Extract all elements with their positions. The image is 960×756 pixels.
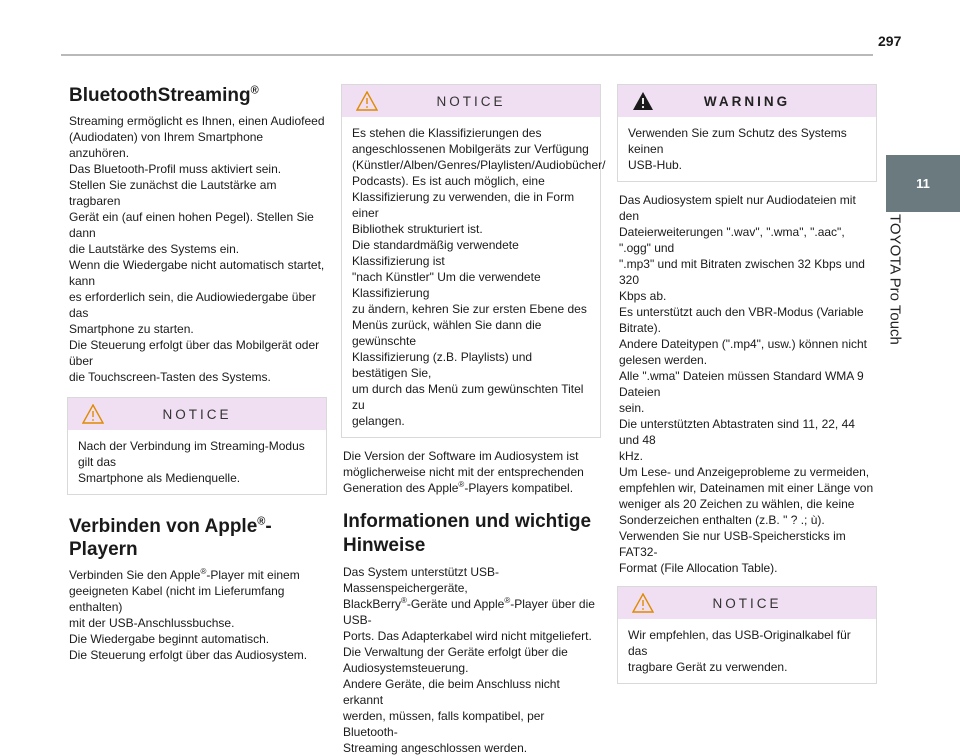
notice-body — [68, 430, 326, 494]
paragraph-software-version — [341, 448, 599, 496]
text-line: USB-Hub. — [628, 158, 683, 172]
text-line: Wir empfehlen, das USB-Originalkabel für das — [628, 628, 851, 658]
chapter-tab[interactable] — [886, 155, 960, 212]
text-line: Audiosystemsteuerung. — [343, 661, 469, 675]
warning-box-usb-hub — [617, 84, 877, 182]
text-line: es erforderlich sein, die Audiowiedergabe über das — [69, 290, 316, 320]
text-line: mit der USB-Anschlussbuchse. — [69, 616, 235, 630]
notice-box-streaming — [67, 397, 327, 495]
text-line: Stellen Sie zunächst die Lautstärke am tragbaren — [69, 178, 277, 208]
warning-label: WARNING — [703, 93, 791, 109]
text-line: Gerät ein (auf einen hohen Pegel). Stellen Sie dann — [69, 210, 314, 240]
notice-header — [618, 587, 876, 619]
text-line: geeigneten Kabel (nicht im Lieferumfang enthalten) — [69, 584, 285, 614]
text-line: zu ändern, kehren Sie zur ersten Ebene des — [352, 302, 587, 316]
text-line: Alle ".wma" Dateien müssen Standard WMA 9 Dateien — [619, 369, 864, 399]
text-line: Bibliothek strukturiert ist. — [352, 222, 483, 236]
text-line: kHz. — [619, 449, 643, 463]
text-line: Es stehen die Klassifizierungen des — [352, 126, 542, 140]
text-line: Die Verwaltung der Geräte erfolgt über die — [343, 645, 568, 659]
text-line: werden, müssen, falls kompatibel, per Bluetooth- — [343, 709, 545, 739]
text-line: Verwenden Sie nur USB-Speichersticks im FAT32- — [619, 529, 846, 559]
notice-header — [342, 85, 600, 117]
text-line: Die Version der Software im Audiosystem ist — [343, 449, 579, 463]
text-line: möglicherweise nicht mit der entsprechenden — [343, 465, 584, 479]
text-line: Klassifizierung zu verwenden, die in Form einer — [352, 190, 575, 220]
column-1 — [67, 80, 325, 663]
text-line: um durch das Menü zum gewünschten Titel zu — [352, 382, 584, 412]
text-line: gelesen werden. — [619, 353, 708, 367]
text-line: Klassifizierung (z.B. Playlists) und bestätigen Sie, — [352, 350, 533, 380]
text-line: Um Lese- und Anzeigeprobleme zu vermeiden, — [619, 465, 870, 479]
text-line: (Audiodaten) von Ihrem Smartphone anzuhören. — [69, 130, 264, 160]
text-line: Andere Geräte, die beim Anschluss nicht erkannt — [343, 677, 560, 707]
text-line: Format (File Allocation Table). — [619, 561, 778, 575]
notice-body — [618, 619, 876, 683]
text-line: Smartphone zu starten. — [69, 322, 194, 336]
paragraph-usb-devices — [341, 564, 599, 756]
notice-label: NOTICE — [436, 93, 506, 109]
text-line: empfehlen wir, Dateinamen mit einer Länge von — [619, 481, 874, 495]
text-line: Podcasts). Es ist auch möglich, eine — [352, 174, 545, 188]
text-line: Nach der Verbindung im Streaming-Modus gilt das — [78, 439, 305, 469]
text-line: (Künstler/Alben/Genres/Playlisten/Audiobücher/ — [352, 158, 606, 172]
text-line: Smartphone als Medienquelle. — [78, 471, 241, 485]
text-line: Die unterstützten Abtastraten sind 11, 22, 44 und 48 — [619, 417, 855, 447]
heading-information — [343, 510, 599, 558]
notice-box-classification — [341, 84, 606, 438]
text-line: die Touchscreen-Tasten des Systems. — [69, 370, 271, 384]
text-line: Kbps ab. — [619, 289, 667, 303]
warning-triangle-icon — [82, 404, 104, 424]
warning-body — [618, 117, 876, 181]
chapter-number: 11 — [916, 176, 930, 191]
warning-header — [618, 85, 876, 117]
text-line: Wenn die Wiedergabe nicht automatisch startet, kann — [69, 258, 325, 288]
notice-header — [68, 398, 326, 430]
text-line: gelangen. — [352, 414, 405, 428]
header-rule — [61, 54, 873, 56]
paragraph-audio-formats — [617, 192, 875, 576]
text-line: Streaming angeschlossen werden. — [343, 741, 528, 755]
page-number: 297 — [878, 33, 902, 49]
text-line: tragbare Gerät zu verwenden. — [628, 660, 788, 674]
paragraph-bluetooth-streaming — [67, 113, 325, 385]
notice-label: NOTICE — [162, 406, 232, 422]
text-line: Streaming ermöglicht es Ihnen, einen Audiofeed — [69, 114, 325, 128]
text-line: BlackBerry®-Geräte und Apple®-Player über die USB- — [343, 596, 595, 627]
text-line: Generation des Apple®-Players kompatibel. — [343, 480, 574, 495]
text-line: Ports. Das Adapterkabel wird nicht mitgeliefert. — [343, 629, 592, 643]
text-line: "nach Künstler" Um die verwendete Klassifizierung — [352, 270, 541, 300]
text-line: Die Steuerung erfolgt über das Mobilgerät oder über — [69, 338, 320, 368]
text-line: Dateierweiterungen ".wav", ".wma", ".aac", ".ogg" und — [619, 225, 845, 255]
text-line: Das Audiosystem spielt nur Audiodateien mit den — [619, 193, 856, 223]
text-line: Das Bluetooth-Profil muss aktiviert sein. — [69, 162, 282, 176]
text-line: Verbinden Sie den Apple®-Player mit einem — [69, 567, 300, 582]
heading-apple-players: Verbinden von Apple®-Playern — [69, 515, 272, 560]
text-line: ".mp3" und mit Bitraten zwischen 32 Kbps und 320 — [619, 257, 865, 287]
text-line: Das System unterstützt USB-Massenspeichergeräte, — [343, 565, 500, 595]
text-line: Sonderzeichen enthalten (z.B. " ? .; ù). — [619, 513, 825, 527]
heading-bluetooth-streaming: BluetoothStreaming® — [69, 84, 259, 106]
text-line: die Lautstärke des Systems ein. — [69, 242, 240, 256]
text-line: Verwenden Sie zum Schutz des Systems keinen — [628, 126, 847, 156]
text-line: Menüs zurück, wählen Sie dann die gewünschte — [352, 318, 542, 348]
warning-triangle-icon — [632, 91, 654, 111]
text-line: Andere Dateitypen (".mp4", usw.) können nicht — [619, 337, 867, 351]
column-2 — [341, 84, 606, 756]
heading-line: Informationen und wichtige — [343, 511, 592, 532]
text-line: weniger als 20 Zeichen zu wählen, die keine — [619, 497, 855, 511]
warning-triangle-icon — [632, 593, 654, 613]
text-line: Die Steuerung erfolgt über das Audiosystem. — [69, 648, 308, 662]
text-line: Die standardmäßig verwendete Klassifizierung ist — [352, 238, 519, 268]
notice-box-usb-cable — [617, 586, 877, 684]
text-line: sein. — [619, 401, 645, 415]
text-line: angeschlossenen Mobilgeräts zur Verfügung — [352, 142, 589, 156]
chapter-title: TOYOTA Pro Touch — [886, 214, 904, 345]
notice-body — [342, 117, 606, 437]
warning-triangle-icon — [356, 91, 378, 111]
text-line: Es unterstützt auch den VBR-Modus (Variable Bitrate). — [619, 305, 864, 335]
column-3 — [617, 84, 875, 684]
text-line: Die Wiedergabe beginnt automatisch. — [69, 632, 270, 646]
heading-line: Hinweise — [343, 535, 426, 556]
notice-label: NOTICE — [712, 595, 782, 611]
